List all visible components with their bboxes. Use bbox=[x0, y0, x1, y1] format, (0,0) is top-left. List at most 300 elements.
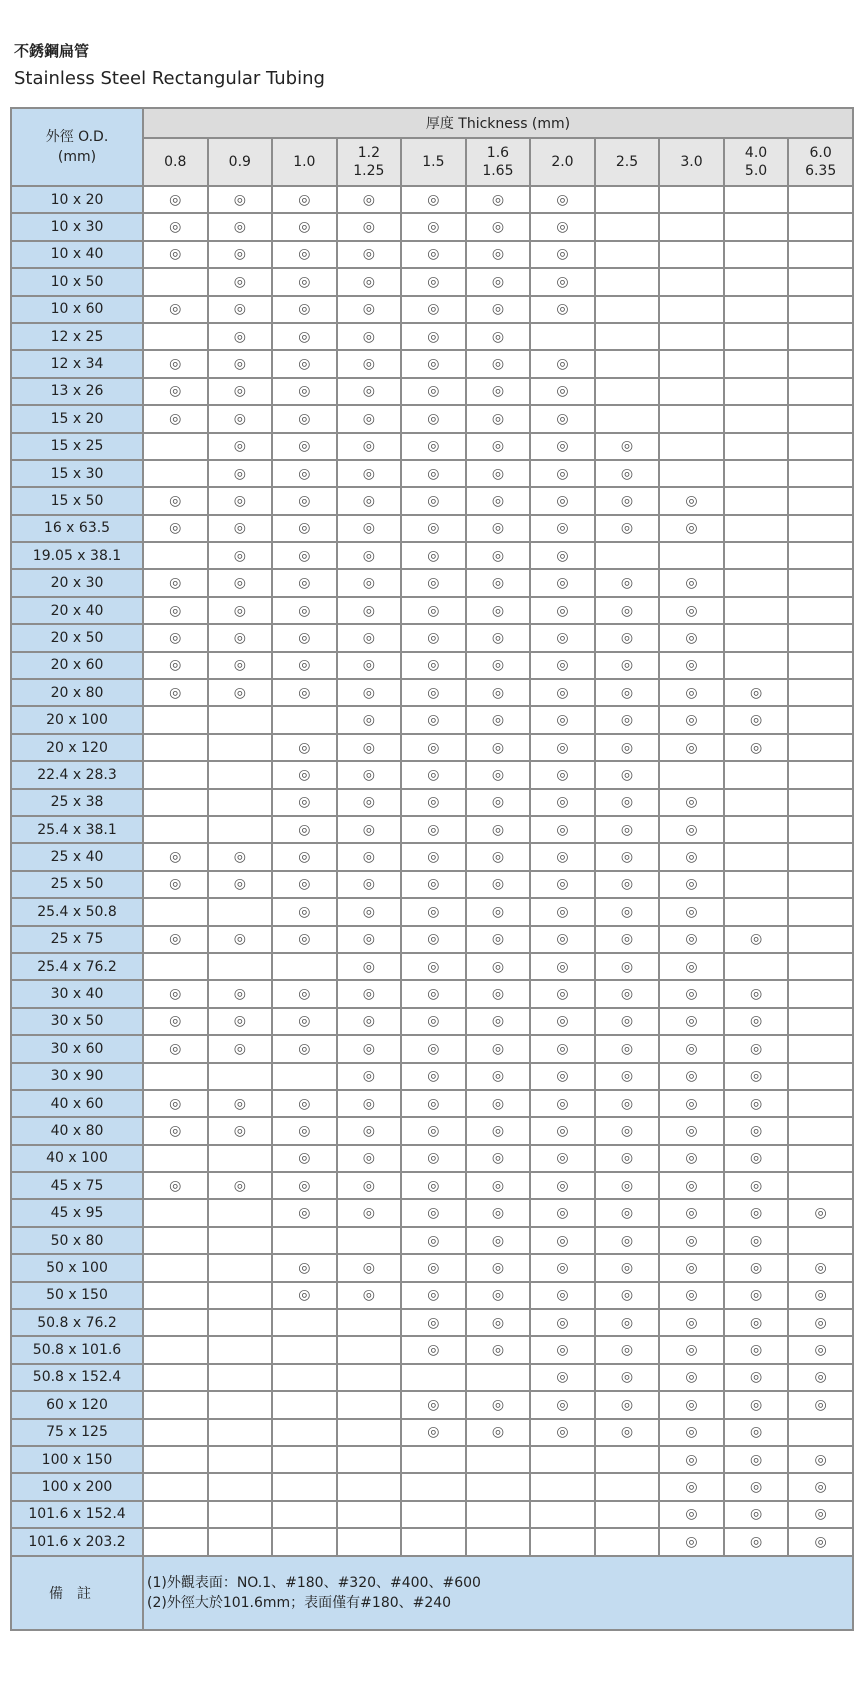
available-mark-icon: ◎ bbox=[466, 1227, 531, 1254]
available-mark-icon: ◎ bbox=[466, 980, 531, 1007]
available-mark-icon: ◎ bbox=[466, 350, 531, 377]
empty-cell bbox=[208, 1419, 273, 1446]
table-row bbox=[11, 487, 853, 514]
thickness-value: 6.35 bbox=[805, 163, 837, 179]
available-mark-icon: ◎ bbox=[659, 1473, 724, 1500]
empty-cell bbox=[143, 323, 208, 350]
available-mark-icon: ◎ bbox=[143, 213, 208, 240]
available-mark-icon: ◎ bbox=[724, 1063, 789, 1090]
available-mark-icon: ◎ bbox=[337, 761, 402, 788]
available-mark-icon: ◎ bbox=[724, 734, 789, 761]
od-size-cell: 30 x 40 bbox=[11, 980, 143, 1007]
available-mark-icon: ◎ bbox=[530, 378, 595, 405]
empty-cell bbox=[143, 1419, 208, 1446]
available-mark-icon: ◎ bbox=[788, 1309, 853, 1336]
od-size-cell: 25.4 x 50.8 bbox=[11, 898, 143, 925]
available-mark-icon: ◎ bbox=[595, 734, 660, 761]
available-mark-icon: ◎ bbox=[208, 1172, 273, 1199]
empty-cell bbox=[595, 186, 660, 213]
empty-cell bbox=[272, 1419, 337, 1446]
thickness-col-8 bbox=[659, 138, 724, 186]
empty-cell bbox=[143, 1309, 208, 1336]
thickness-col-0 bbox=[143, 138, 208, 186]
available-mark-icon: ◎ bbox=[466, 1199, 531, 1226]
available-mark-icon: ◎ bbox=[466, 1090, 531, 1117]
empty-cell bbox=[724, 433, 789, 460]
available-mark-icon: ◎ bbox=[530, 1419, 595, 1446]
available-mark-icon: ◎ bbox=[530, 761, 595, 788]
available-mark-icon: ◎ bbox=[659, 926, 724, 953]
od-size-cell: 15 x 20 bbox=[11, 405, 143, 432]
od-size-cell: 22.4 x 28.3 bbox=[11, 761, 143, 788]
available-mark-icon: ◎ bbox=[466, 405, 531, 432]
available-mark-icon: ◎ bbox=[337, 734, 402, 761]
empty-cell bbox=[272, 953, 337, 980]
available-mark-icon: ◎ bbox=[595, 1336, 660, 1363]
available-mark-icon: ◎ bbox=[530, 241, 595, 268]
available-mark-icon: ◎ bbox=[595, 1199, 660, 1226]
available-mark-icon: ◎ bbox=[143, 350, 208, 377]
available-mark-icon: ◎ bbox=[143, 487, 208, 514]
available-mark-icon: ◎ bbox=[530, 789, 595, 816]
od-size-cell: 20 x 80 bbox=[11, 679, 143, 706]
od-size-cell: 15 x 25 bbox=[11, 433, 143, 460]
available-mark-icon: ◎ bbox=[272, 213, 337, 240]
available-mark-icon: ◎ bbox=[401, 241, 466, 268]
available-mark-icon: ◎ bbox=[143, 679, 208, 706]
empty-cell bbox=[724, 569, 789, 596]
available-mark-icon: ◎ bbox=[337, 213, 402, 240]
available-mark-icon: ◎ bbox=[401, 1172, 466, 1199]
available-mark-icon: ◎ bbox=[595, 624, 660, 651]
available-mark-icon: ◎ bbox=[466, 213, 531, 240]
empty-cell bbox=[788, 241, 853, 268]
available-mark-icon: ◎ bbox=[466, 679, 531, 706]
available-mark-icon: ◎ bbox=[466, 898, 531, 925]
empty-cell bbox=[724, 241, 789, 268]
od-size-cell: 20 x 30 bbox=[11, 569, 143, 596]
empty-cell bbox=[788, 789, 853, 816]
available-mark-icon: ◎ bbox=[337, 624, 402, 651]
available-mark-icon: ◎ bbox=[788, 1336, 853, 1363]
available-mark-icon: ◎ bbox=[595, 706, 660, 733]
available-mark-icon: ◎ bbox=[401, 268, 466, 295]
empty-cell bbox=[143, 706, 208, 733]
available-mark-icon: ◎ bbox=[208, 515, 273, 542]
od-size-cell: 40 x 80 bbox=[11, 1117, 143, 1144]
available-mark-icon: ◎ bbox=[724, 1309, 789, 1336]
available-mark-icon: ◎ bbox=[272, 323, 337, 350]
empty-cell bbox=[466, 1364, 531, 1391]
available-mark-icon: ◎ bbox=[724, 1391, 789, 1418]
od-size-cell: 12 x 25 bbox=[11, 323, 143, 350]
available-mark-icon: ◎ bbox=[272, 1090, 337, 1117]
tubing-spec-table bbox=[10, 107, 854, 1631]
table-row bbox=[11, 1282, 853, 1309]
empty-cell bbox=[595, 241, 660, 268]
available-mark-icon: ◎ bbox=[595, 789, 660, 816]
thickness-value: 2.5 bbox=[615, 154, 639, 170]
available-mark-icon: ◎ bbox=[595, 761, 660, 788]
available-mark-icon: ◎ bbox=[724, 1528, 789, 1555]
available-mark-icon: ◎ bbox=[272, 487, 337, 514]
empty-cell bbox=[337, 1391, 402, 1418]
available-mark-icon: ◎ bbox=[272, 926, 337, 953]
empty-cell bbox=[659, 296, 724, 323]
available-mark-icon: ◎ bbox=[208, 487, 273, 514]
empty-cell bbox=[595, 542, 660, 569]
available-mark-icon: ◎ bbox=[659, 679, 724, 706]
available-mark-icon: ◎ bbox=[595, 926, 660, 953]
empty-cell bbox=[724, 186, 789, 213]
available-mark-icon: ◎ bbox=[208, 460, 273, 487]
available-mark-icon: ◎ bbox=[724, 1145, 789, 1172]
empty-cell bbox=[143, 1446, 208, 1473]
empty-cell bbox=[659, 186, 724, 213]
available-mark-icon: ◎ bbox=[208, 213, 273, 240]
available-mark-icon: ◎ bbox=[595, 1309, 660, 1336]
available-mark-icon: ◎ bbox=[724, 1473, 789, 1500]
available-mark-icon: ◎ bbox=[337, 1282, 402, 1309]
available-mark-icon: ◎ bbox=[659, 1309, 724, 1336]
available-mark-icon: ◎ bbox=[143, 926, 208, 953]
available-mark-icon: ◎ bbox=[788, 1254, 853, 1281]
available-mark-icon: ◎ bbox=[272, 542, 337, 569]
available-mark-icon: ◎ bbox=[337, 542, 402, 569]
available-mark-icon: ◎ bbox=[788, 1282, 853, 1309]
empty-cell bbox=[208, 1063, 273, 1090]
table-row bbox=[11, 1117, 853, 1144]
available-mark-icon: ◎ bbox=[595, 953, 660, 980]
available-mark-icon: ◎ bbox=[659, 1090, 724, 1117]
available-mark-icon: ◎ bbox=[724, 1282, 789, 1309]
available-mark-icon: ◎ bbox=[530, 1336, 595, 1363]
available-mark-icon: ◎ bbox=[466, 1254, 531, 1281]
thickness-value: 2.0 bbox=[551, 154, 574, 170]
empty-cell bbox=[143, 1364, 208, 1391]
available-mark-icon: ◎ bbox=[208, 679, 273, 706]
empty-cell bbox=[788, 460, 853, 487]
od-size-cell: 40 x 60 bbox=[11, 1090, 143, 1117]
empty-cell bbox=[143, 761, 208, 788]
od-size-cell: 75 x 125 bbox=[11, 1419, 143, 1446]
available-mark-icon: ◎ bbox=[337, 706, 402, 733]
available-mark-icon: ◎ bbox=[337, 843, 402, 870]
empty-cell bbox=[724, 871, 789, 898]
od-header bbox=[11, 108, 143, 186]
available-mark-icon: ◎ bbox=[466, 460, 531, 487]
empty-cell bbox=[143, 1227, 208, 1254]
available-mark-icon: ◎ bbox=[595, 597, 660, 624]
empty-cell bbox=[208, 1473, 273, 1500]
empty-cell bbox=[143, 1336, 208, 1363]
empty-cell bbox=[595, 213, 660, 240]
available-mark-icon: ◎ bbox=[272, 1199, 337, 1226]
available-mark-icon: ◎ bbox=[530, 679, 595, 706]
empty-cell bbox=[143, 1063, 208, 1090]
empty-cell bbox=[788, 1419, 853, 1446]
empty-cell bbox=[208, 1227, 273, 1254]
empty-cell bbox=[208, 789, 273, 816]
available-mark-icon: ◎ bbox=[788, 1364, 853, 1391]
empty-cell bbox=[724, 761, 789, 788]
available-mark-icon: ◎ bbox=[401, 433, 466, 460]
available-mark-icon: ◎ bbox=[788, 1501, 853, 1528]
empty-cell bbox=[659, 378, 724, 405]
available-mark-icon: ◎ bbox=[595, 1117, 660, 1144]
thickness-value: 3.0 bbox=[680, 154, 703, 170]
available-mark-icon: ◎ bbox=[724, 1336, 789, 1363]
table-row bbox=[11, 1309, 853, 1336]
od-size-cell: 10 x 60 bbox=[11, 296, 143, 323]
empty-cell bbox=[788, 624, 853, 651]
empty-cell bbox=[788, 1008, 853, 1035]
empty-cell bbox=[659, 213, 724, 240]
empty-cell bbox=[208, 1309, 273, 1336]
page-title-english: Stainless Steel Rectangular Tubing bbox=[14, 68, 325, 89]
available-mark-icon: ◎ bbox=[337, 1172, 402, 1199]
available-mark-icon: ◎ bbox=[724, 1227, 789, 1254]
empty-cell bbox=[659, 761, 724, 788]
available-mark-icon: ◎ bbox=[659, 515, 724, 542]
empty-cell bbox=[337, 1336, 402, 1363]
thickness-value: 1.5 bbox=[422, 154, 445, 170]
empty-cell bbox=[788, 350, 853, 377]
available-mark-icon: ◎ bbox=[401, 323, 466, 350]
available-mark-icon: ◎ bbox=[143, 624, 208, 651]
available-mark-icon: ◎ bbox=[595, 1364, 660, 1391]
available-mark-icon: ◎ bbox=[208, 433, 273, 460]
empty-cell bbox=[724, 213, 789, 240]
available-mark-icon: ◎ bbox=[530, 898, 595, 925]
table-row bbox=[11, 1090, 853, 1117]
available-mark-icon: ◎ bbox=[466, 652, 531, 679]
empty-cell bbox=[337, 1528, 402, 1555]
available-mark-icon: ◎ bbox=[272, 241, 337, 268]
table-row bbox=[11, 1336, 853, 1363]
available-mark-icon: ◎ bbox=[595, 652, 660, 679]
empty-cell bbox=[143, 1501, 208, 1528]
available-mark-icon: ◎ bbox=[337, 378, 402, 405]
table-row bbox=[11, 761, 853, 788]
available-mark-icon: ◎ bbox=[208, 350, 273, 377]
empty-cell bbox=[788, 706, 853, 733]
available-mark-icon: ◎ bbox=[401, 405, 466, 432]
empty-cell bbox=[788, 323, 853, 350]
empty-cell bbox=[143, 460, 208, 487]
available-mark-icon: ◎ bbox=[272, 296, 337, 323]
available-mark-icon: ◎ bbox=[272, 378, 337, 405]
available-mark-icon: ◎ bbox=[401, 460, 466, 487]
available-mark-icon: ◎ bbox=[724, 1501, 789, 1528]
od-size-cell: 12 x 34 bbox=[11, 350, 143, 377]
empty-cell bbox=[143, 789, 208, 816]
empty-cell bbox=[272, 1309, 337, 1336]
table-row bbox=[11, 350, 853, 377]
available-mark-icon: ◎ bbox=[272, 871, 337, 898]
table-row bbox=[11, 1172, 853, 1199]
available-mark-icon: ◎ bbox=[659, 1254, 724, 1281]
empty-cell bbox=[788, 1172, 853, 1199]
empty-cell bbox=[143, 1473, 208, 1500]
available-mark-icon: ◎ bbox=[530, 268, 595, 295]
available-mark-icon: ◎ bbox=[530, 433, 595, 460]
od-size-cell: 10 x 20 bbox=[11, 186, 143, 213]
available-mark-icon: ◎ bbox=[401, 679, 466, 706]
empty-cell bbox=[788, 953, 853, 980]
available-mark-icon: ◎ bbox=[208, 1035, 273, 1062]
thickness-value: 1.6 bbox=[486, 145, 510, 161]
empty-cell bbox=[788, 761, 853, 788]
available-mark-icon: ◎ bbox=[401, 652, 466, 679]
thickness-col-1 bbox=[208, 138, 273, 186]
available-mark-icon: ◎ bbox=[595, 843, 660, 870]
available-mark-icon: ◎ bbox=[401, 1090, 466, 1117]
empty-cell bbox=[659, 268, 724, 295]
empty-cell bbox=[724, 515, 789, 542]
available-mark-icon: ◎ bbox=[272, 1117, 337, 1144]
table-row bbox=[11, 460, 853, 487]
od-size-cell: 20 x 50 bbox=[11, 624, 143, 651]
available-mark-icon: ◎ bbox=[659, 1501, 724, 1528]
available-mark-icon: ◎ bbox=[401, 734, 466, 761]
empty-cell bbox=[724, 624, 789, 651]
available-mark-icon: ◎ bbox=[466, 241, 531, 268]
empty-cell bbox=[595, 1528, 660, 1555]
empty-cell bbox=[466, 1501, 531, 1528]
available-mark-icon: ◎ bbox=[337, 433, 402, 460]
available-mark-icon: ◎ bbox=[337, 268, 402, 295]
available-mark-icon: ◎ bbox=[272, 1282, 337, 1309]
available-mark-icon: ◎ bbox=[337, 871, 402, 898]
available-mark-icon: ◎ bbox=[466, 843, 531, 870]
available-mark-icon: ◎ bbox=[530, 213, 595, 240]
empty-cell bbox=[143, 1282, 208, 1309]
available-mark-icon: ◎ bbox=[143, 515, 208, 542]
empty-cell bbox=[788, 186, 853, 213]
available-mark-icon: ◎ bbox=[724, 1172, 789, 1199]
available-mark-icon: ◎ bbox=[143, 241, 208, 268]
available-mark-icon: ◎ bbox=[337, 186, 402, 213]
available-mark-icon: ◎ bbox=[337, 1117, 402, 1144]
empty-cell bbox=[401, 1446, 466, 1473]
available-mark-icon: ◎ bbox=[208, 926, 273, 953]
empty-cell bbox=[724, 323, 789, 350]
available-mark-icon: ◎ bbox=[401, 1419, 466, 1446]
available-mark-icon: ◎ bbox=[466, 542, 531, 569]
available-mark-icon: ◎ bbox=[530, 706, 595, 733]
table-row bbox=[11, 679, 853, 706]
available-mark-icon: ◎ bbox=[466, 624, 531, 651]
empty-cell bbox=[659, 460, 724, 487]
available-mark-icon: ◎ bbox=[530, 816, 595, 843]
available-mark-icon: ◎ bbox=[272, 1145, 337, 1172]
empty-cell bbox=[724, 542, 789, 569]
empty-cell bbox=[724, 296, 789, 323]
available-mark-icon: ◎ bbox=[788, 1446, 853, 1473]
available-mark-icon: ◎ bbox=[401, 213, 466, 240]
available-mark-icon: ◎ bbox=[530, 953, 595, 980]
empty-cell bbox=[337, 1473, 402, 1500]
empty-cell bbox=[401, 1364, 466, 1391]
empty-cell bbox=[724, 816, 789, 843]
available-mark-icon: ◎ bbox=[595, 1227, 660, 1254]
empty-cell bbox=[724, 597, 789, 624]
available-mark-icon: ◎ bbox=[401, 296, 466, 323]
empty-cell bbox=[143, 1391, 208, 1418]
available-mark-icon: ◎ bbox=[530, 1391, 595, 1418]
available-mark-icon: ◎ bbox=[530, 843, 595, 870]
available-mark-icon: ◎ bbox=[143, 980, 208, 1007]
available-mark-icon: ◎ bbox=[659, 487, 724, 514]
available-mark-icon: ◎ bbox=[208, 1117, 273, 1144]
available-mark-icon: ◎ bbox=[272, 405, 337, 432]
thickness-col-10 bbox=[788, 138, 853, 186]
table-row bbox=[11, 953, 853, 980]
empty-cell bbox=[208, 816, 273, 843]
available-mark-icon: ◎ bbox=[659, 1008, 724, 1035]
empty-cell bbox=[788, 515, 853, 542]
empty-cell bbox=[208, 1145, 273, 1172]
empty-cell bbox=[208, 761, 273, 788]
available-mark-icon: ◎ bbox=[401, 1145, 466, 1172]
od-size-cell: 50.8 x 76.2 bbox=[11, 1309, 143, 1336]
available-mark-icon: ◎ bbox=[337, 898, 402, 925]
empty-cell bbox=[595, 378, 660, 405]
available-mark-icon: ◎ bbox=[659, 734, 724, 761]
table-row bbox=[11, 1364, 853, 1391]
available-mark-icon: ◎ bbox=[337, 296, 402, 323]
empty-cell bbox=[337, 1309, 402, 1336]
thickness-value: 6.0 bbox=[809, 145, 832, 161]
available-mark-icon: ◎ bbox=[659, 706, 724, 733]
table-row bbox=[11, 597, 853, 624]
available-mark-icon: ◎ bbox=[724, 679, 789, 706]
available-mark-icon: ◎ bbox=[595, 1282, 660, 1309]
empty-cell bbox=[208, 1364, 273, 1391]
empty-cell bbox=[208, 953, 273, 980]
od-size-cell: 13 x 26 bbox=[11, 378, 143, 405]
available-mark-icon: ◎ bbox=[337, 816, 402, 843]
available-mark-icon: ◎ bbox=[530, 186, 595, 213]
empty-cell bbox=[143, 1145, 208, 1172]
available-mark-icon: ◎ bbox=[208, 569, 273, 596]
empty-cell bbox=[143, 1199, 208, 1226]
empty-cell bbox=[788, 213, 853, 240]
available-mark-icon: ◎ bbox=[401, 597, 466, 624]
available-mark-icon: ◎ bbox=[659, 871, 724, 898]
available-mark-icon: ◎ bbox=[401, 624, 466, 651]
table-row bbox=[11, 706, 853, 733]
thickness-col-2 bbox=[272, 138, 337, 186]
available-mark-icon: ◎ bbox=[337, 515, 402, 542]
od-size-cell: 10 x 50 bbox=[11, 268, 143, 295]
available-mark-icon: ◎ bbox=[659, 1172, 724, 1199]
empty-cell bbox=[208, 706, 273, 733]
available-mark-icon: ◎ bbox=[724, 1035, 789, 1062]
available-mark-icon: ◎ bbox=[724, 1254, 789, 1281]
empty-cell bbox=[208, 1336, 273, 1363]
table-row bbox=[11, 1501, 853, 1528]
table-row bbox=[11, 1035, 853, 1062]
od-size-cell: 15 x 50 bbox=[11, 487, 143, 514]
available-mark-icon: ◎ bbox=[466, 1008, 531, 1035]
table-row bbox=[11, 789, 853, 816]
available-mark-icon: ◎ bbox=[659, 1528, 724, 1555]
available-mark-icon: ◎ bbox=[337, 405, 402, 432]
table-row bbox=[11, 296, 853, 323]
available-mark-icon: ◎ bbox=[595, 1145, 660, 1172]
